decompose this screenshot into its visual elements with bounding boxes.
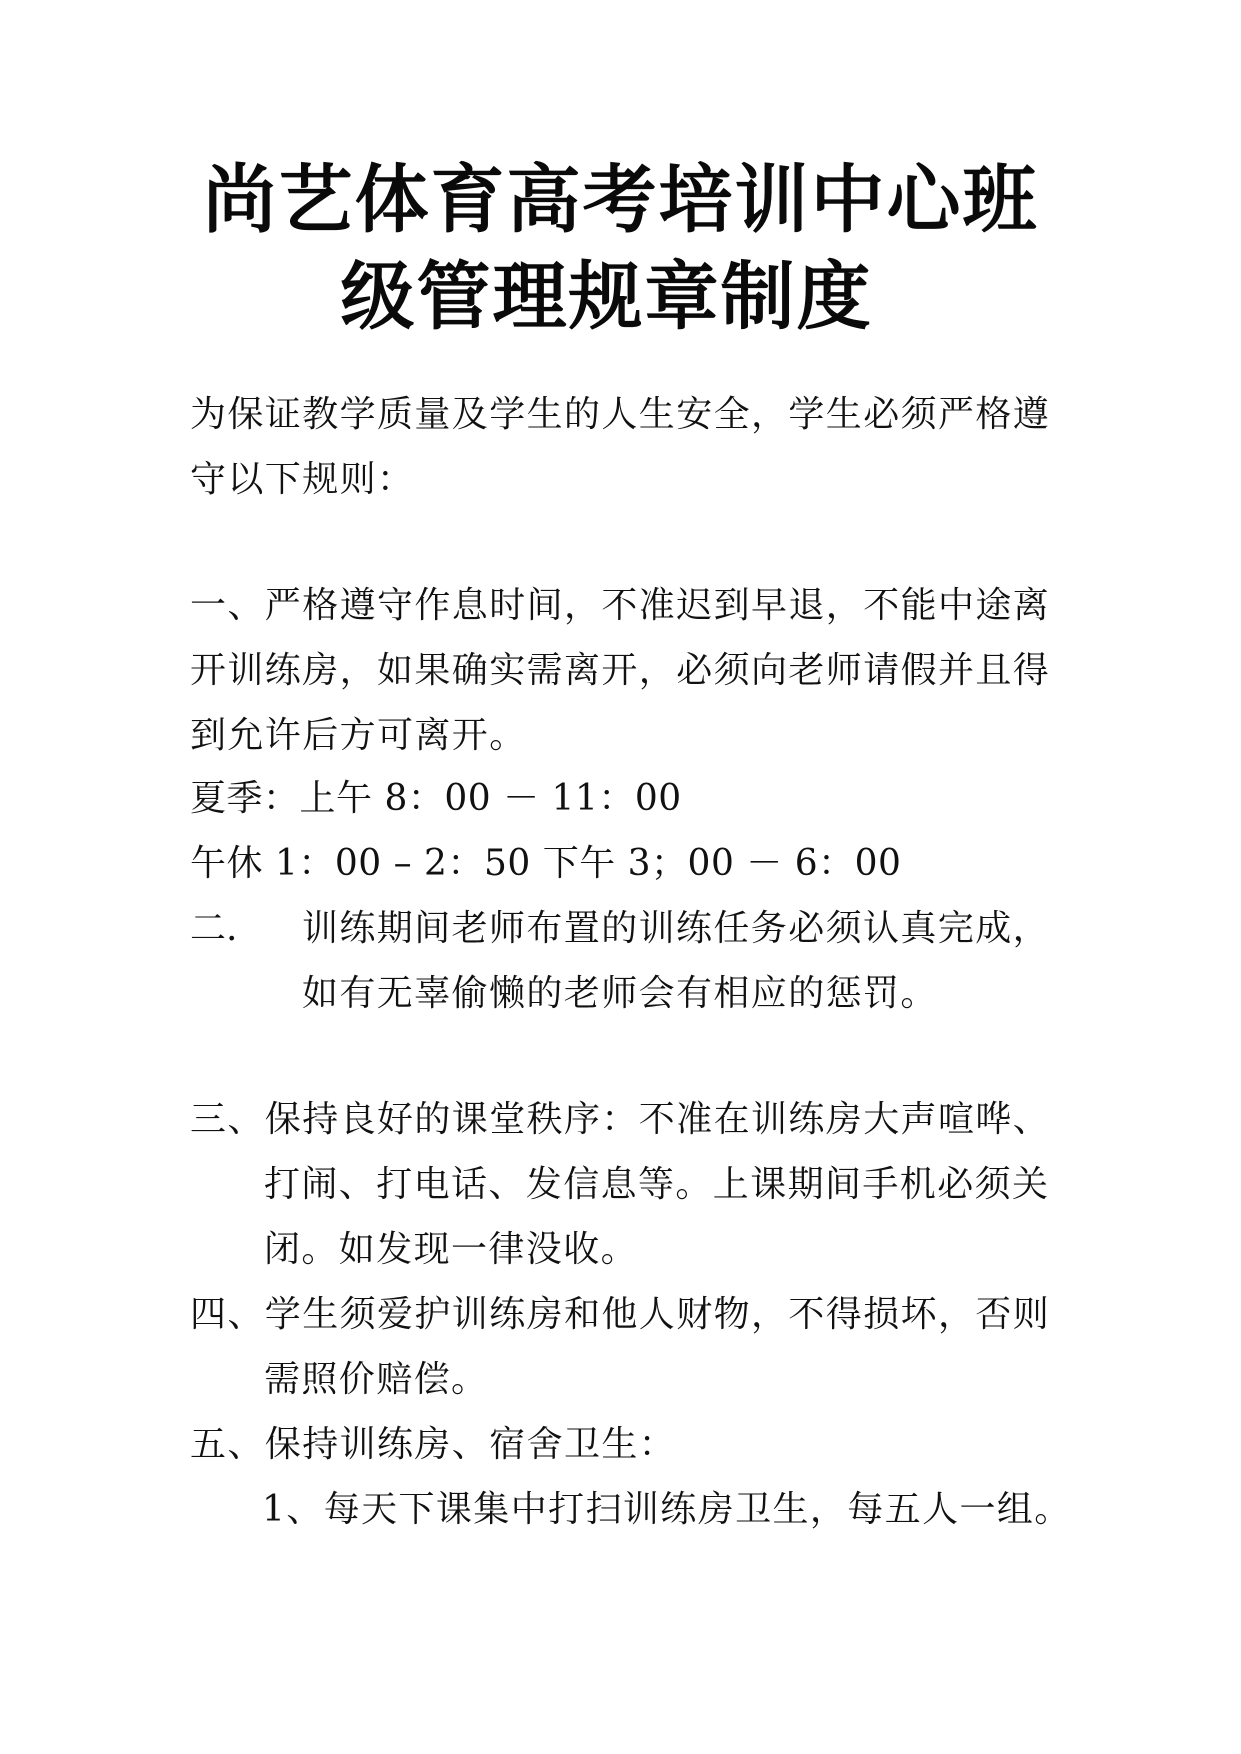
rule-1-line-2: 开训练房，如果确实需离开，必须向老师请假并且得 [190,650,1051,691]
rule-3-line-2: 打闹、打电话、发信息等。上课期间手机必须关 [264,1164,1050,1205]
rule-4-line-2: 需照价赔偿。 [264,1359,489,1400]
rule-1-line-1: 一、严格遵守作息时间，不准迟到早退，不能中途离 [190,585,1051,626]
rule-5-line-1: 五、保持训练房、宿舍卫生： [190,1424,677,1465]
document-title-line-1: 尚艺体育高考培训中心班 [202,157,1039,243]
schedule-summer: 夏季：上午 8：00 － 11：00 [190,778,682,819]
rule-2-number: 二. [190,908,238,949]
intro-paragraph-line-1: 为保证教学质量及学生的人生安全，学生必须严格遵 [190,394,1051,435]
rule-3-line-3: 闭。如发现一律没收。 [264,1229,639,1270]
rule-2-line-2: 如有无辜偷懒的老师会有相应的惩罚。 [302,973,938,1014]
document-title-line-2: 级管理规章制度 [340,254,873,340]
rule-1-line-3: 到允许后方可离开。 [190,715,527,756]
rule-5-subitem-1: 1、每天下课集中打扫训练房卫生，每五人一组。 [262,1489,1072,1530]
schedule-times: 午休 1：00 – 2：50 下午 3；00 － 6：00 [190,843,902,884]
rule-3-line-1: 三、保持良好的课堂秩序：不准在训练房大声喧哗、 [190,1099,1051,1140]
intro-paragraph-line-2: 守以下规则： [190,459,415,500]
rule-2-line-1: 训练期间老师布置的训练任务必须认真完成， [302,908,1051,949]
rule-4-line-1: 四、学生须爱护训练房和他人财物，不得损坏，否则 [190,1294,1051,1335]
